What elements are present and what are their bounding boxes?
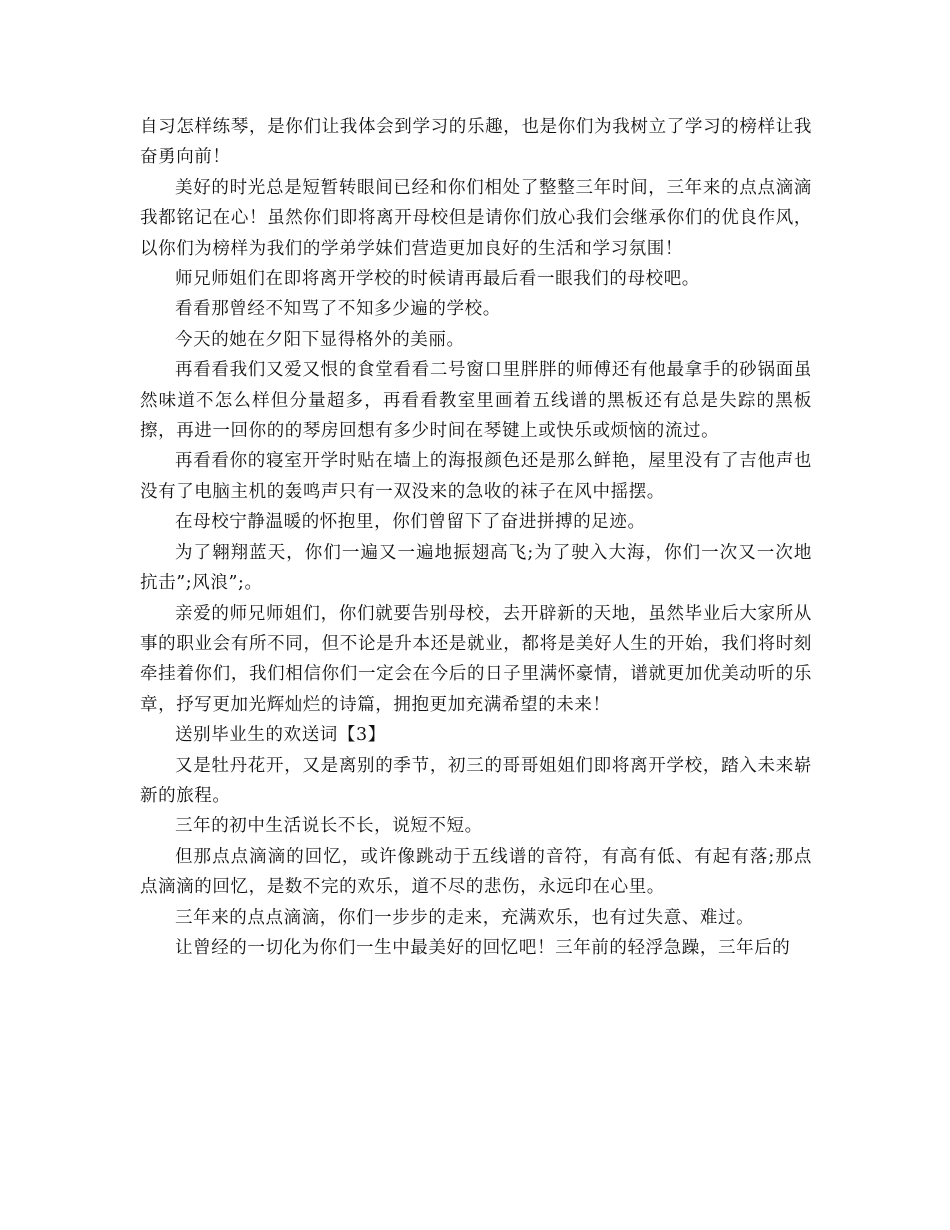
paragraph-2: 美好的时光总是短暂转眼间已经和你们相处了整整三年时间，三年来的点点滴滴我都铭记在心！虽然你们即将离开母校但是请你们放心我们会继承你们的优良作风，以你们为榜样为我们的学弟学妹们营造更加良好的生活和学习氛围！ — [140, 177, 812, 259]
paragraph-8: 在母校宁静温暖的怀抱里，你们曾留下了奋进拼搏的足迹。 — [175, 512, 646, 533]
paragraph-12: 又是牡丹花开，又是离别的季节，初三的哥哥姐姐们即将离开学校，踏入未来崭新的旅程。 — [140, 755, 812, 806]
document-body — [140, 112, 812, 963]
section-heading: 送别毕业生的欢送词【3】 — [175, 725, 386, 746]
paragraph-4: 看看那曾经不知骂了不知多少遍的学校。 — [175, 299, 501, 320]
paragraph-6: 再看看我们又爱又恨的食堂看看二号窗口里胖胖的师傅还有他最拿手的砂锅面虽然味道不怎么样但分量超多，再看看教室里画着五线谱的黑板还有总是失踪的黑板擦，再进一回你的的琴房回想有多少时间在琴键上或快乐或烦恼的流过。 — [140, 360, 812, 442]
paragraph-9: 为了翱翔蓝天，你们一遍又一遍地振翅高飞;为了驶入大海，你们一次又一次地抗击”;风浪”;。 — [140, 542, 812, 594]
paragraph-7: 再看看你的寝室开学时贴在墙上的海报颜色还是那么鲜艳，屋里没有了吉他声也没有了电脑主机的轰鸣声只有一双没来的急收的袜子在风中摇摆。 — [140, 451, 812, 502]
paragraph-13: 三年的初中生活说长不长，说短不短。 — [175, 816, 483, 837]
paragraph-5: 今天的她在夕阳下显得格外的美丽。 — [175, 329, 465, 350]
paragraph-14: 但那点点滴滴的回忆，或许像跳动于五线谱的音符，有高有低、有起有落;那点点滴滴的回忆，是数不完的欢乐，道不尽的悲伤，永远印在心里。 — [140, 846, 812, 898]
paragraph-1: 自习怎样练琴，是你们让我体会到学习的乐趣，也是你们为我树立了学习的榜样让我奋勇向前！ — [140, 117, 812, 168]
paragraph-15: 三年来的点点滴滴，你们一步步的走来，充满欢乐，也有过失意、难过。 — [175, 907, 755, 928]
paragraph-10: 亲爱的师兄师姐们，你们就要告别母校，去开辟新的天地，虽然毕业后大家所从事的职业会有所不同，但不论是升本还是就业，都将是美好人生的开始，我们将时刻牵挂着你们，我们相信你们一定会在今后的日子里满怀豪情，谱就更加优美动听的乐章，抒写更加光辉灿烂的诗篇，拥抱更加充满希望的未来！ — [140, 603, 812, 715]
paragraph-3: 师兄师姐们在即将离开学校的时候请再最后看一眼我们的母校吧。 — [175, 269, 700, 290]
paragraph-16: 让曾经的一切化为你们一生中最美好的回忆吧！三年前的轻浮急躁，三年后的 — [175, 937, 791, 958]
